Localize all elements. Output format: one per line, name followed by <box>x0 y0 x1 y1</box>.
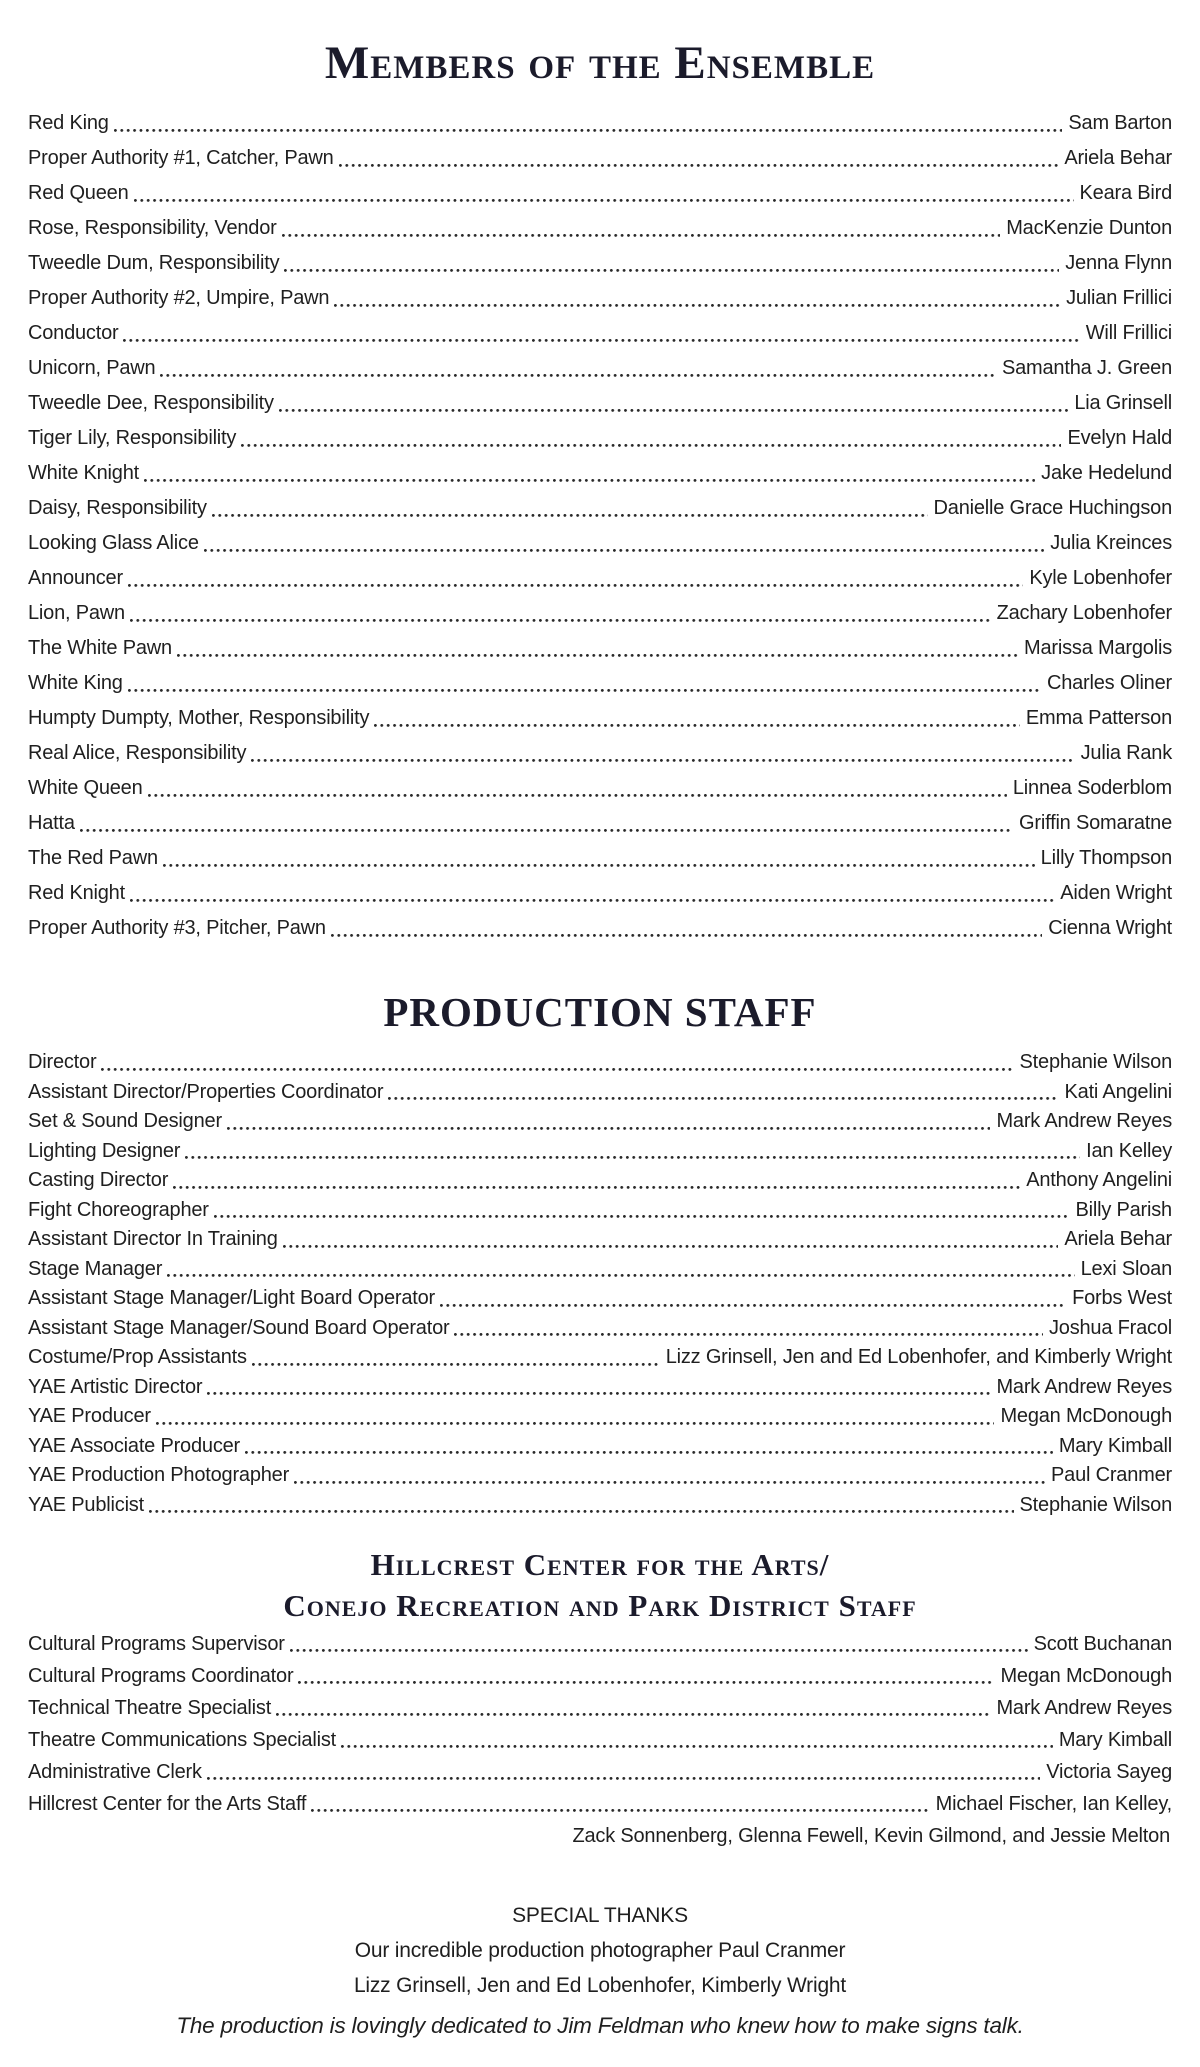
dot-leader <box>121 316 1081 351</box>
dot-leader <box>205 1756 1042 1788</box>
credit-row <box>28 1788 1172 1820</box>
credit-role: Assistant Director In Training <box>28 1228 278 1250</box>
dot-leader <box>132 176 1076 211</box>
credit-name: Mark Andrew Reyes <box>996 1110 1172 1132</box>
dot-leader <box>99 1048 1015 1078</box>
ensemble-title: Members of the Ensemble <box>324 37 876 89</box>
credit-row <box>28 106 1172 141</box>
special-thanks-section <box>28 1898 1172 2003</box>
credit-row <box>28 596 1172 631</box>
credit-name: Keara Bird <box>1079 182 1172 204</box>
credit-role: Cultural Programs Coordinator <box>28 1665 294 1687</box>
credit-role: Red Queen <box>28 182 129 204</box>
dot-leader <box>175 631 1020 666</box>
credit-role: White Queen <box>28 777 143 799</box>
credit-role: White Knight <box>28 462 139 484</box>
dot-leader <box>212 1196 1072 1226</box>
credit-role: Tweedle Dum, Responsibility <box>28 252 280 274</box>
credit-name: Julia Rank <box>1080 742 1172 764</box>
credit-role: Director <box>28 1051 97 1073</box>
credit-row <box>28 421 1172 456</box>
credit-row <box>28 281 1172 316</box>
credit-name: Stephanie Wilson <box>1019 1493 1172 1516</box>
credit-row <box>28 1491 1172 1521</box>
dot-leader <box>452 1314 1045 1344</box>
credit-row <box>28 351 1172 386</box>
hillcrest-section <box>28 1544 1172 1852</box>
credit-role: Hatta <box>28 812 75 834</box>
dot-leader <box>337 141 1061 176</box>
credit-row <box>28 1225 1172 1255</box>
dot-leader <box>339 1724 1055 1756</box>
dot-leader <box>309 1788 931 1820</box>
credit-name: Stephanie Wilson <box>1019 1051 1172 1073</box>
dot-leader <box>274 1692 992 1724</box>
credit-name: Ariela Behar <box>1064 1228 1172 1250</box>
dot-leader <box>296 1660 996 1692</box>
credit-role: Lighting Designer <box>28 1139 181 1162</box>
dot-leader <box>329 911 1044 946</box>
credit-row <box>28 316 1172 351</box>
credit-role: Proper Authority #1, Catcher, Pawn <box>28 147 334 169</box>
credit-name: Jake Hedelund <box>1041 462 1172 484</box>
credit-row <box>28 1628 1172 1660</box>
credit-role: Stage Manager <box>28 1257 163 1280</box>
credit-name: Jenna Flynn <box>1065 252 1172 274</box>
credit-role: Red King <box>28 112 109 134</box>
credit-role: YAE Artistic Director <box>28 1375 203 1398</box>
credit-role: Hillcrest Center for the Arts Staff <box>28 1793 307 1815</box>
dot-leader <box>158 351 998 386</box>
credit-name: Cienna Wright <box>1048 917 1172 939</box>
credit-row <box>28 1461 1172 1491</box>
dot-leader <box>281 1225 1061 1255</box>
hillcrest-staff-continuation: Zack Sonnenberg, Glenna Fewell, Kevin Gilmond, and Jessie Melton <box>572 1825 1170 1847</box>
credit-name: Megan McDonough <box>1000 1665 1172 1687</box>
credit-row <box>28 1078 1172 1108</box>
credit-name: Ian Kelley <box>1086 1139 1172 1162</box>
dot-leader <box>171 1166 1022 1196</box>
credit-row <box>28 1724 1172 1756</box>
dot-leader <box>239 421 1063 456</box>
credit-role: Assistant Stage Manager/Sound Board Operator <box>28 1316 450 1339</box>
special-thanks-line: Our incredible production photographer Paul Cranmer <box>354 1939 846 1962</box>
hillcrest-title <box>28 1544 1172 1626</box>
credit-name: Joshua Fracol <box>1048 1316 1172 1339</box>
credit-role: Technical Theatre Specialist <box>28 1697 272 1719</box>
credit-row <box>28 806 1172 841</box>
credit-row <box>28 141 1172 176</box>
credit-row <box>28 176 1172 211</box>
production-staff-title: PRODUCTION STAFF <box>383 989 817 1035</box>
credit-row <box>28 211 1172 246</box>
credit-row <box>28 1402 1172 1432</box>
credit-role: Red Knight <box>28 882 125 904</box>
credit-name: Lilly Thompson <box>1040 847 1172 869</box>
credit-name: Samantha J. Green <box>1001 357 1172 379</box>
dot-leader <box>165 1255 1076 1285</box>
dot-leader <box>126 561 1025 596</box>
credit-name: Paul Cranmer <box>1051 1464 1172 1486</box>
credit-row <box>28 701 1172 736</box>
credit-role: Real Alice, Responsibility <box>28 742 247 764</box>
credit-row <box>28 736 1172 771</box>
credit-row <box>28 876 1172 911</box>
dot-leader <box>277 386 1071 421</box>
credit-role: Lion, Pawn <box>28 602 125 624</box>
dot-leader <box>243 1432 1055 1462</box>
credit-row <box>28 911 1172 946</box>
credit-name: Victoria Sayeg <box>1046 1761 1172 1783</box>
dot-leader <box>386 1078 1060 1108</box>
dot-leader <box>147 1491 1016 1521</box>
credit-name: Mark Andrew Reyes <box>996 1697 1172 1719</box>
credit-role: Administrative Clerk <box>28 1761 202 1783</box>
dot-leader <box>128 876 1056 911</box>
credit-name: Evelyn Hald <box>1067 427 1172 449</box>
ensemble-credit-list <box>28 106 1172 946</box>
credit-row <box>28 1166 1172 1196</box>
credit-role: Conductor <box>28 322 119 344</box>
credit-name: Megan McDonough <box>1000 1405 1172 1427</box>
dedication-line: The production is lovingly dedicated to Jim Feldman who knew how to make signs talk. <box>176 2013 1024 2038</box>
credit-name: Ariela Behar <box>1064 147 1172 169</box>
credit-role: Tweedle Dee, Responsibility <box>28 392 274 414</box>
credit-role: Daisy, Responsibility <box>28 497 207 519</box>
credit-row <box>28 771 1172 806</box>
credit-name: Aiden Wright <box>1060 882 1172 904</box>
production-credit-list <box>28 1048 1172 1520</box>
dot-leader <box>112 106 1065 141</box>
hillcrest-title-line2: Conejo Recreation and Park District Staff <box>283 1588 917 1623</box>
dot-leader <box>249 736 1076 771</box>
dot-leader <box>282 246 1061 281</box>
credit-name: Forbs West <box>1072 1287 1172 1309</box>
credit-role: The White Pawn <box>28 637 172 659</box>
production-staff-section <box>28 986 1172 1520</box>
credit-role: Tiger Lily, Responsibility <box>28 427 237 449</box>
credit-row <box>28 1314 1172 1344</box>
credit-row <box>28 1692 1172 1724</box>
credit-name: Lia Grinsell <box>1074 392 1172 414</box>
dot-leader <box>202 526 1047 561</box>
credit-name: Kati Angelini <box>1064 1080 1172 1103</box>
dot-leader <box>288 1628 1030 1660</box>
credit-role: YAE Production Photographer <box>28 1464 290 1486</box>
credit-name: Mary Kimball <box>1058 1434 1172 1457</box>
credit-name: Marissa Margolis <box>1024 637 1172 659</box>
credit-row <box>28 1107 1172 1137</box>
credit-name: Mark Andrew Reyes <box>996 1375 1172 1398</box>
dot-leader <box>250 1343 662 1373</box>
special-thanks-lines <box>28 1933 1172 2003</box>
credit-role: Cultural Programs Supervisor <box>28 1633 285 1655</box>
credit-name: Julian Frillici <box>1066 287 1172 309</box>
dot-leader <box>128 596 993 631</box>
credit-role: YAE Associate Producer <box>28 1434 241 1457</box>
credit-name: Michael Fischer, Ian Kelley, <box>935 1793 1172 1815</box>
credit-role: Theatre Communications Specialist <box>28 1729 336 1751</box>
dot-leader <box>205 1373 992 1403</box>
dot-leader <box>78 806 1015 841</box>
dot-leader <box>292 1461 1047 1491</box>
credit-role: Casting Director <box>28 1169 169 1191</box>
credit-role: The Red Pawn <box>28 847 158 869</box>
dot-leader <box>372 701 1022 736</box>
credit-row <box>28 246 1172 281</box>
credit-row <box>28 666 1172 701</box>
credit-name: Billy Parish <box>1075 1198 1172 1221</box>
credit-name: Julia Kreinces <box>1050 532 1172 554</box>
credit-name: Kyle Lobenhofer <box>1029 567 1172 589</box>
credit-role: Assistant Stage Manager/Light Board Operator <box>28 1287 435 1309</box>
credit-name: Danielle Grace Huchingson <box>933 497 1172 519</box>
credit-name: Charles Oliner <box>1046 672 1172 694</box>
credit-row <box>28 561 1172 596</box>
dot-leader <box>280 211 1003 246</box>
credit-row <box>28 491 1172 526</box>
dot-leader <box>146 771 1009 806</box>
credit-row <box>28 1756 1172 1788</box>
credit-name: Scott Buchanan <box>1033 1633 1172 1655</box>
credit-name: Mary Kimball <box>1058 1729 1172 1751</box>
credit-row <box>28 456 1172 491</box>
credit-row <box>28 1373 1172 1403</box>
credit-role: Set & Sound Designer <box>28 1110 222 1132</box>
credit-name: Sam Barton <box>1068 112 1172 134</box>
credit-row <box>28 1255 1172 1285</box>
credit-name: Griffin Somaratne <box>1019 812 1172 834</box>
dot-leader <box>210 491 930 526</box>
credit-row <box>28 526 1172 561</box>
credit-role: White King <box>28 672 123 694</box>
credit-role: Announcer <box>28 567 123 589</box>
credit-role: Rose, Responsibility, Vendor <box>28 217 277 239</box>
credit-row <box>28 631 1172 666</box>
credit-name: Zachary Lobenhofer <box>996 602 1172 624</box>
credit-role: Assistant Director/Properties Coordinator <box>28 1080 384 1103</box>
credit-role: Proper Authority #2, Umpire, Pawn <box>28 287 330 309</box>
dot-leader <box>142 456 1037 491</box>
credit-name: Anthony Angelini <box>1026 1169 1172 1191</box>
credit-role: YAE Producer <box>28 1405 151 1427</box>
credit-role: Unicorn, Pawn <box>28 357 156 379</box>
credit-row <box>28 1196 1172 1226</box>
credit-row <box>28 1660 1172 1692</box>
dot-leader <box>438 1284 1068 1314</box>
dot-leader <box>161 841 1037 876</box>
credit-name: Lizz Grinsell, Jen and Ed Lobenhofer, and Kimberly Wright <box>665 1346 1172 1368</box>
credit-name: Emma Patterson <box>1025 707 1172 729</box>
credit-name: Will Frillici <box>1085 322 1172 344</box>
special-thanks-line: Lizz Grinsell, Jen and Ed Lobenhofer, Kimberly Wright <box>353 1974 847 1997</box>
credit-row <box>28 1137 1172 1167</box>
credit-name: MacKenzie Dunton <box>1006 217 1172 239</box>
credit-role: Fight Choreographer <box>28 1198 209 1221</box>
credit-name: Linnea Soderblom <box>1012 777 1172 799</box>
credit-role: Looking Glass Alice <box>28 532 199 554</box>
hillcrest-title-line1: Hillcrest Center for the Arts/ <box>370 1547 830 1582</box>
credit-row <box>28 1432 1172 1462</box>
credit-role: Humpty Dumpty, Mother, Responsibility <box>28 707 370 729</box>
dot-leader <box>332 281 1062 316</box>
dot-leader <box>126 666 1043 701</box>
credit-row <box>28 841 1172 876</box>
credit-name: Lexi Sloan <box>1080 1257 1172 1280</box>
credit-row <box>28 1048 1172 1078</box>
credit-role: YAE Publicist <box>28 1493 144 1516</box>
credit-role: Costume/Prop Assistants <box>28 1346 247 1368</box>
credit-row <box>28 386 1172 421</box>
special-thanks-heading: SPECIAL THANKS <box>512 1904 688 1927</box>
hillcrest-credit-list <box>28 1628 1172 1820</box>
dot-leader <box>183 1137 1082 1167</box>
credit-row <box>28 1284 1172 1314</box>
dot-leader <box>225 1107 993 1137</box>
ensemble-section <box>28 34 1172 946</box>
dot-leader <box>154 1402 997 1432</box>
credit-role: Proper Authority #3, Pitcher, Pawn <box>28 917 326 939</box>
credit-row <box>28 1343 1172 1373</box>
